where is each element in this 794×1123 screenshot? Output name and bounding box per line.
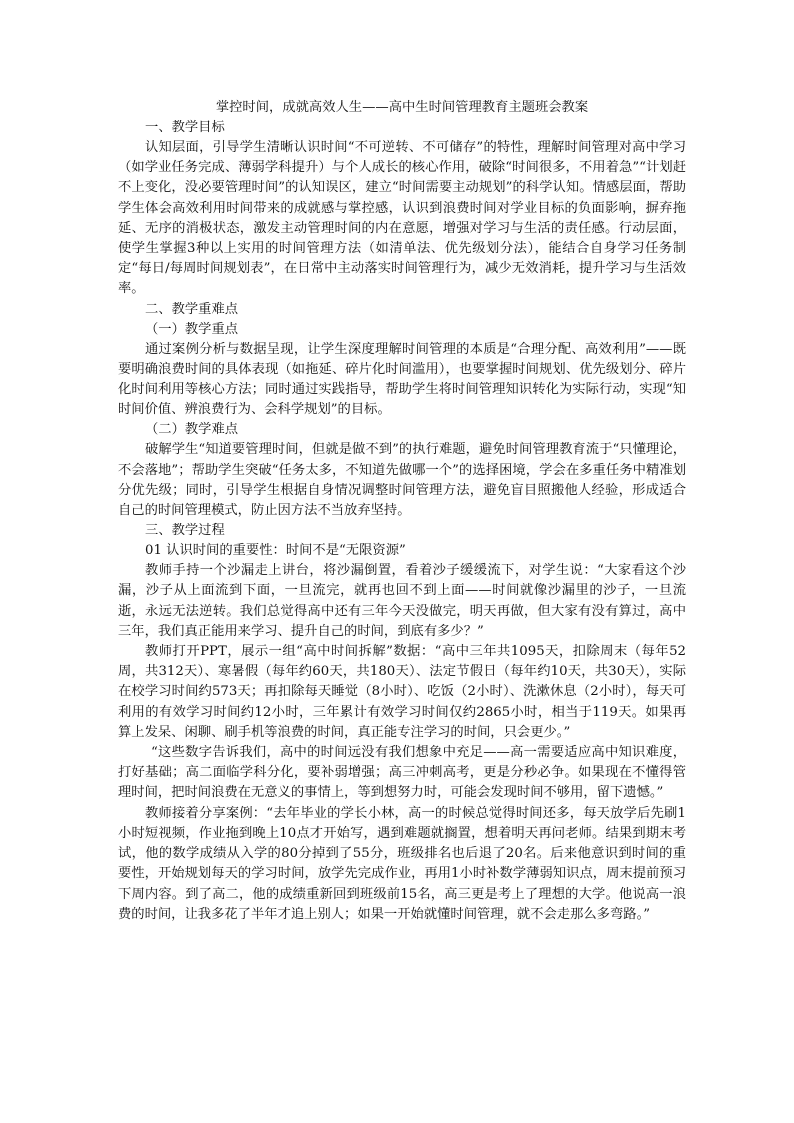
document-title: 掌控时间，成就高效人生——高中生时间管理教育主题班会教案 — [215, 100, 589, 115]
section-heading-process: 三、教学过程 — [145, 523, 225, 539]
paragraph-reflection: “这些数字告诉我们，高中的时间远没有我们想象中充足——高一需要适应高中知识难度，打好基础；高二面临学科分化，要补弱增强；高三冲刺高考，更是分秒必争。如果现在不懂得管理时间，把时间浪费在无意义的事情上，等到想努力时，可能会发现时间不够用，留下遗憾。” — [118, 745, 686, 801]
subheading-process-01: 01 认识时间的重要性：时间不是“无限资源” — [145, 543, 406, 559]
paragraph-difficulties: 破解学生“知道要管理时间，但就是做不到”的执行难题，避免时间管理教育流于“只懂理论，不会落地”；帮助学生突破“任务太多，不知道先做哪一个”的选择困境，学会在多重任务中精准划分优先级；同时，引导学生根据自身情况调整时间管理方法，避免盲目照搬他人经验，形成适合自己的时间管理模式，防止因方法不当放弃坚持。 — [118, 442, 686, 519]
paragraph-case-study: 教师接着分享案例：“去年毕业的学长小林，高一的时候总觉得时间还多，每天放学后先刷1小时短视频，作业拖到晚上10点才开始写，遇到难题就搁置，想着明天再问老师。结果到期末考试，他的数学成绩从入学的80分掉到了55分，班级排名也后退了20名。后来他意识到时间的重要性，开始规划每天的学习时间，放学先完成作业，再用1小时补数学薄弱知识点，周末提前预习下周内容。到了高二，他的成绩重新回到班级前15名，高三更是考上了理想的大学。他说高一浪费的时间，让我多花了半年才追上别人；如果一开始就懂时间管理，就不会走那么多弯路。” — [118, 805, 686, 922]
paragraph-time-data: 教师打开PPT，展示一组“高中时间拆解”数据：“高中三年共1095天，扣除周末（每年52周，共312天）、寒暑假（每年约60天，共180天）、法定节假日（每年约10天，共30天），实际在校学习时间约573天；再扣除每天睡觉（8小时）、吃饭（2小时）、洗漱休息（2小时），每天可利用的有效学习时间约12小时，三年累计有效学习时间仅约2865小时，相当于119天。如果再算上发呆、闲聊、刷手机等浪费的时间，真正能专注学习的时间，只会更少。” — [118, 644, 686, 740]
subheading-difficulties: （二）教学难点 — [145, 422, 239, 438]
paragraph-hourglass: 教师手持一个沙漏走上讲台，将沙漏倒置，看着沙子缓缓流下，对学生说：“大家看这个沙漏，沙子从上面流到下面，一旦流完，就再也回不到上面——时间就像沙漏里的沙子，一旦流逝，永远无法逆转。我们总觉得高中还有三年今天没做完，明天再做，但大家有没有算过，高中三年，我们真正能用来学习、提升自己的时间，到底有多少？” — [118, 563, 686, 639]
section-heading-objectives: 一、教学目标 — [145, 120, 225, 135]
paragraph-key-points: 通过案例分析与数据呈现，让学生深度理解时间管理的本质是“合理分配、高效利用”——既要明确浪费时间的具体表现（如拖延、碎片化时间滥用），也要掌握时间规划、优先级划分、碎片化时间利用等核心方法；同时通过实践指导，帮助学生将时间管理知识转化为实际行动，实现“知时间价值、辨浪费行为、会科学规划”的目标。 — [118, 341, 686, 418]
document-page — [118, 98, 686, 925]
paragraph-objectives: 认知层面，引导学生清晰认识时间“不可逆转、不可储存”的特性，理解时间管理对高中学习（如学业任务完成、薄弱学科提升）与个人成长的核心作用，破除“时间很多，不用着急”“计划赶不上变化，没必要管理时间”的认知误区，建立“时间需要主动规划”的科学认知。情感层面，帮助学生体会高效利用时间带来的成就感与掌控感，认识到浪费时间对学业目标的负面影响，摒弃拖延、无序的消极状态，激发主动管理时间的内在意愿，增强对学习与生活的责任感。行动层面，使学生掌握3种以上实用的时间管理方法（如清单法、优先级划分法），能结合自身学习任务制定“每日/每周时间规划表”，在日常中主动落实时间管理行为，减少无效消耗，提升学习与生活效率。 — [118, 140, 686, 297]
subheading-key-points: （一）教学重点 — [145, 321, 239, 337]
section-heading-key-points: 二、教学重难点 — [145, 301, 239, 317]
